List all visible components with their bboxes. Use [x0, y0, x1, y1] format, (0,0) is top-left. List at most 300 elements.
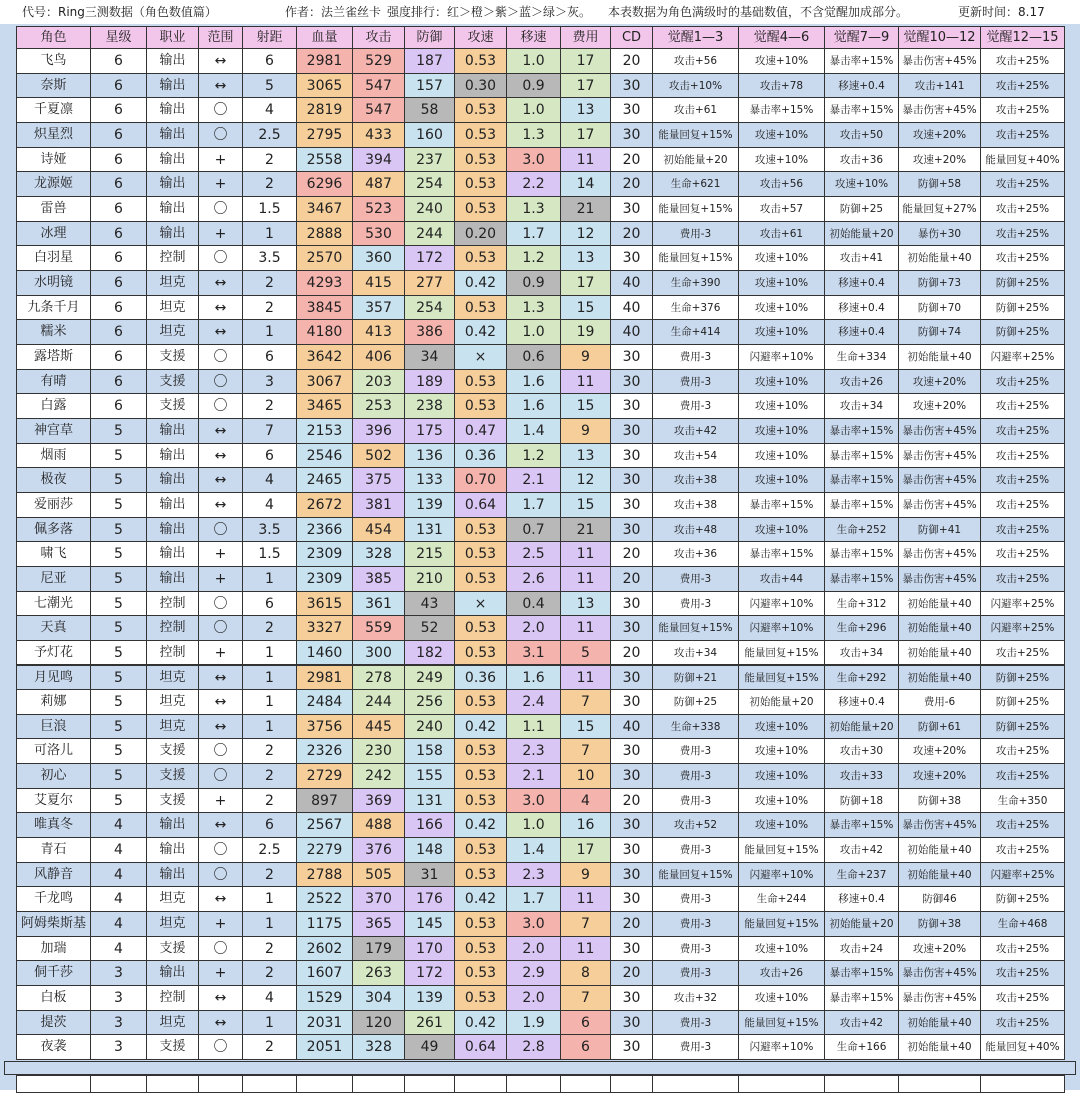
cell-range: ↔ — [198, 689, 243, 715]
cell-star: 6 — [90, 393, 147, 419]
table-footer-band — [4, 1061, 1076, 1075]
cell-name: 阿姆柴斯基 — [16, 911, 91, 937]
cell-awaken-7-9: 移速+0.4 — [824, 73, 899, 99]
cell-hp: 2888 — [296, 221, 353, 247]
cell-cd: 30 — [610, 418, 653, 444]
cell-cost: 7 — [560, 738, 611, 764]
cell-awaken-10-12: 初始能量+40 — [898, 665, 981, 691]
cell-awaken-12-15: 攻击+25% — [980, 443, 1065, 469]
cell-aspd: 0.53 — [454, 738, 507, 764]
cell-awaken-4-6: 攻击+26 — [738, 960, 825, 986]
cell-awaken-12-15: 攻击+25% — [980, 960, 1065, 986]
sheet-header — [0, 0, 1080, 24]
cell-atk: 263 — [352, 960, 405, 986]
cell-mspd: 2.3 — [506, 738, 561, 764]
cell-awaken-1-3: 攻击+38 — [652, 492, 739, 518]
cell-mspd: 1.4 — [506, 837, 561, 863]
cell-hp: 2981 — [296, 48, 353, 74]
cell-role: 输出 — [146, 443, 199, 469]
cell-awaken-10-12: 防御+38 — [898, 911, 981, 937]
cell-aspd: 0.53 — [454, 295, 507, 321]
cell-cd: 30 — [610, 97, 653, 123]
cell-atk: 381 — [352, 492, 405, 518]
cell-awaken-12-15: 攻击+25% — [980, 738, 1065, 764]
cell-cost: 15 — [560, 492, 611, 518]
cell-awaken-7-9: 暴击率+15% — [824, 812, 899, 838]
cell-awaken-10-12: 防御+70 — [898, 295, 981, 321]
cell-reach: 2 — [242, 147, 297, 173]
cell-mspd: 2.0 — [506, 615, 561, 641]
cell-awaken-12-15: 攻击+25% — [980, 418, 1065, 444]
cell-role: 输出 — [146, 541, 199, 567]
cell-awaken-10-12: 攻击+141 — [898, 73, 981, 99]
cell-awaken-12-15: 防御+25% — [980, 295, 1065, 321]
cell-cd: 30 — [610, 985, 653, 1011]
cell-cost: 16 — [560, 812, 611, 838]
cell-aspd: 0.53 — [454, 960, 507, 986]
cell-awaken-1-3: 能量回复+15% — [652, 245, 739, 271]
cell-aspd: 0.53 — [454, 640, 507, 666]
cell-hp: 2981 — [296, 665, 353, 691]
cell-star: 4 — [90, 886, 147, 912]
cell-aspd: 0.70 — [454, 467, 507, 493]
cell-range: + — [198, 960, 243, 986]
cell-awaken-12-15: 闪避率+25% — [980, 615, 1065, 641]
cell-hp: 1529 — [296, 985, 353, 1011]
cell-awaken-4-6: 闪避率+10% — [738, 615, 825, 641]
cell-cd: 30 — [610, 862, 653, 888]
cell-range: + — [198, 566, 243, 592]
cell-cd: 30 — [610, 1010, 653, 1036]
cell-atk: 394 — [352, 147, 405, 173]
author-text: 作者：法兰雀丝卡 — [285, 5, 382, 19]
cell-awaken-12-15: 防御+25% — [980, 319, 1065, 345]
cell-role: 支援 — [146, 1034, 199, 1060]
cell-awaken-7-9: 攻击+26 — [824, 369, 899, 395]
empty-footer-cell — [146, 1075, 199, 1093]
cell-def: 237 — [404, 147, 455, 173]
cell-name: 有晴 — [16, 369, 91, 395]
cell-def: 172 — [404, 245, 455, 271]
cell-awaken-1-3: 费用-3 — [652, 763, 739, 789]
cell-star: 4 — [90, 812, 147, 838]
cell-mspd: 2.5 — [506, 541, 561, 567]
cell-reach: 1 — [242, 911, 297, 937]
cell-cost: 19 — [560, 319, 611, 345]
cell-aspd: 0.53 — [454, 147, 507, 173]
cell-hp: 1607 — [296, 960, 353, 986]
cell-reach: 7 — [242, 418, 297, 444]
cell-awaken-4-6: 攻速+10% — [738, 467, 825, 493]
cell-awaken-1-3: 费用-3 — [652, 837, 739, 863]
cell-aspd: 0.42 — [454, 714, 507, 740]
cell-awaken-4-6: 攻击+56 — [738, 171, 825, 197]
cell-reach: 2 — [242, 393, 297, 419]
cell-awaken-4-6: 生命+244 — [738, 886, 825, 912]
cell-range: 〇 — [198, 245, 243, 271]
cell-atk: 375 — [352, 467, 405, 493]
cell-awaken-12-15: 防御+25% — [980, 714, 1065, 740]
cell-cd: 30 — [610, 738, 653, 764]
cell-hp: 3642 — [296, 344, 353, 370]
cell-role: 输出 — [146, 171, 199, 197]
cell-name: 巨浪 — [16, 714, 91, 740]
cell-mspd: 2.8 — [506, 1034, 561, 1060]
cell-name: 九条千月 — [16, 295, 91, 321]
cell-cd: 30 — [610, 467, 653, 493]
cell-hp: 2031 — [296, 1010, 353, 1036]
cell-aspd: 0.53 — [454, 196, 507, 222]
cell-name: 神宫草 — [16, 418, 91, 444]
empty-footer-cell — [242, 1075, 297, 1093]
cell-name: 青石 — [16, 837, 91, 863]
cell-star: 5 — [90, 689, 147, 715]
cell-awaken-7-9: 生命+237 — [824, 862, 899, 888]
col-header-aspd: 攻速 — [454, 26, 507, 49]
cell-range: ↔ — [198, 443, 243, 469]
cell-awaken-12-15: 攻击+25% — [980, 640, 1065, 666]
cell-hp: 3615 — [296, 591, 353, 617]
col-header-reach: 射距 — [242, 26, 297, 49]
col-header-name: 角色 — [16, 26, 91, 49]
cell-cost: 17 — [560, 48, 611, 74]
cell-cost: 5 — [560, 640, 611, 666]
cell-aspd: × — [454, 344, 507, 370]
cell-def: 131 — [404, 788, 455, 814]
cell-awaken-1-3: 攻击+36 — [652, 541, 739, 567]
cell-name: 艾夏尔 — [16, 788, 91, 814]
cell-name: 侗千莎 — [16, 960, 91, 986]
cell-reach: 1 — [242, 566, 297, 592]
cell-name: 千龙鸣 — [16, 886, 91, 912]
cell-aspd: 0.53 — [454, 48, 507, 74]
cell-range: 〇 — [198, 591, 243, 617]
cell-star: 6 — [90, 221, 147, 247]
cell-role: 输出 — [146, 48, 199, 74]
cell-mspd: 3.0 — [506, 911, 561, 937]
cell-role: 输出 — [146, 73, 199, 99]
cell-atk: 230 — [352, 738, 405, 764]
cell-awaken-1-3: 能量回复+15% — [652, 196, 739, 222]
cell-hp: 3465 — [296, 393, 353, 419]
cell-atk: 445 — [352, 714, 405, 740]
cell-name: 糯米 — [16, 319, 91, 345]
empty-footer-cell — [506, 1075, 561, 1093]
cell-cd: 40 — [610, 714, 653, 740]
cell-awaken-10-12: 攻速+20% — [898, 763, 981, 789]
cell-atk: 529 — [352, 48, 405, 74]
cell-awaken-12-15: 攻击+25% — [980, 1010, 1065, 1036]
cell-cd: 30 — [610, 763, 653, 789]
cell-aspd: 0.47 — [454, 418, 507, 444]
cell-reach: 1.5 — [242, 541, 297, 567]
cell-aspd: 0.53 — [454, 541, 507, 567]
cell-star: 3 — [90, 960, 147, 986]
cell-name: 可洛儿 — [16, 738, 91, 764]
cell-atk: 369 — [352, 788, 405, 814]
cell-role: 坦克 — [146, 714, 199, 740]
cell-awaken-12-15: 防御+25% — [980, 665, 1065, 691]
cell-name: 冰理 — [16, 221, 91, 247]
cell-awaken-10-12: 攻速+20% — [898, 393, 981, 419]
cell-atk: 304 — [352, 985, 405, 1011]
cell-range: 〇 — [198, 1034, 243, 1060]
cell-mspd: 3.0 — [506, 788, 561, 814]
cell-hp: 3065 — [296, 73, 353, 99]
cell-awaken-1-3: 费用-3 — [652, 344, 739, 370]
col-header-awaken-1-3: 觉醒1—3 — [652, 26, 739, 49]
cell-reach: 6 — [242, 812, 297, 838]
cell-star: 4 — [90, 837, 147, 863]
cell-awaken-10-12: 能量回复+27% — [898, 196, 981, 222]
cell-cd: 20 — [610, 960, 653, 986]
cell-awaken-7-9: 攻击+24 — [824, 936, 899, 962]
cell-aspd: 0.20 — [454, 221, 507, 247]
cell-hp: 2546 — [296, 443, 353, 469]
cell-hp: 2522 — [296, 886, 353, 912]
cell-cost: 11 — [560, 369, 611, 395]
cell-awaken-7-9: 暴击率+15% — [824, 418, 899, 444]
cell-awaken-7-9: 移速+0.4 — [824, 689, 899, 715]
cell-aspd: 0.53 — [454, 245, 507, 271]
cell-star: 5 — [90, 541, 147, 567]
col-header-awaken-7-9: 觉醒7—9 — [824, 26, 899, 49]
cell-reach: 5 — [242, 73, 297, 99]
col-header-cd: CD — [610, 26, 653, 49]
col-header-mspd: 移速 — [506, 26, 561, 49]
cell-awaken-1-3: 能量回复+15% — [652, 122, 739, 148]
cell-star: 5 — [90, 418, 147, 444]
cell-reach: 2 — [242, 788, 297, 814]
cell-aspd: 0.53 — [454, 837, 507, 863]
empty-footer-cell — [652, 1075, 739, 1093]
cell-def: 240 — [404, 196, 455, 222]
cell-awaken-7-9: 攻击+30 — [824, 738, 899, 764]
cell-mspd: 0.4 — [506, 591, 561, 617]
cell-atk: 365 — [352, 911, 405, 937]
cell-reach: 3.5 — [242, 245, 297, 271]
cell-hp: 2819 — [296, 97, 353, 123]
cell-range: 〇 — [198, 615, 243, 641]
cell-awaken-12-15: 闪避率+25% — [980, 344, 1065, 370]
cell-mspd: 1.7 — [506, 886, 561, 912]
cell-awaken-10-12: 初始能量+40 — [898, 615, 981, 641]
cell-awaken-7-9: 攻击+33 — [824, 763, 899, 789]
cell-cd: 30 — [610, 517, 653, 543]
cell-cd: 30 — [610, 936, 653, 962]
cell-def: 148 — [404, 837, 455, 863]
cell-range: 〇 — [198, 97, 243, 123]
cell-atk: 120 — [352, 1010, 405, 1036]
cell-reach: 4 — [242, 492, 297, 518]
cell-reach: 1 — [242, 221, 297, 247]
cell-star: 6 — [90, 48, 147, 74]
cell-star: 6 — [90, 196, 147, 222]
cell-awaken-10-12: 初始能量+40 — [898, 1010, 981, 1036]
cell-hp: 2366 — [296, 517, 353, 543]
cell-star: 5 — [90, 443, 147, 469]
cell-cost: 7 — [560, 985, 611, 1011]
cell-range: + — [198, 640, 243, 666]
cell-def: 52 — [404, 615, 455, 641]
cell-awaken-1-3: 能量回复+15% — [652, 862, 739, 888]
cell-atk: 488 — [352, 812, 405, 838]
cell-awaken-12-15: 攻击+25% — [980, 97, 1065, 123]
cell-awaken-10-12: 暴击伤害+45% — [898, 467, 981, 493]
cell-awaken-4-6: 攻速+10% — [738, 270, 825, 296]
cell-star: 5 — [90, 615, 147, 641]
cell-atk: 547 — [352, 73, 405, 99]
cell-awaken-7-9: 攻击+50 — [824, 122, 899, 148]
cell-awaken-10-12: 攻速+20% — [898, 147, 981, 173]
cell-awaken-10-12: 攻速+20% — [898, 738, 981, 764]
cell-awaken-10-12: 暴击伤害+45% — [898, 812, 981, 838]
cell-awaken-4-6: 攻击+57 — [738, 196, 825, 222]
cell-aspd: 0.53 — [454, 517, 507, 543]
cell-awaken-1-3: 生命+376 — [652, 295, 739, 321]
cell-awaken-1-3: 生命+414 — [652, 319, 739, 345]
cell-star: 5 — [90, 665, 147, 691]
cell-awaken-4-6: 初始能量+20 — [738, 689, 825, 715]
cell-role: 输出 — [146, 97, 199, 123]
cell-mspd: 2.3 — [506, 862, 561, 888]
cell-awaken-1-3: 费用-3 — [652, 566, 739, 592]
cell-range: + — [198, 147, 243, 173]
cell-mspd: 1.7 — [506, 492, 561, 518]
cell-awaken-4-6: 能量回复+15% — [738, 1010, 825, 1036]
cell-awaken-10-12: 暴击伤害+45% — [898, 48, 981, 74]
cell-star: 5 — [90, 788, 147, 814]
cell-awaken-4-6: 暴击率+15% — [738, 97, 825, 123]
cell-mspd: 2.0 — [506, 936, 561, 962]
cell-aspd: 0.53 — [454, 393, 507, 419]
cell-awaken-1-3: 防御+21 — [652, 665, 739, 691]
cell-atk: 370 — [352, 886, 405, 912]
cell-reach: 1 — [242, 319, 297, 345]
cell-cost: 17 — [560, 270, 611, 296]
cell-reach: 1 — [242, 689, 297, 715]
cell-awaken-10-12: 防御+41 — [898, 517, 981, 543]
cell-awaken-7-9: 防御+18 — [824, 788, 899, 814]
cell-mspd: 1.2 — [506, 245, 561, 271]
cell-awaken-4-6: 闪避率+10% — [738, 344, 825, 370]
cell-range: ↔ — [198, 270, 243, 296]
cell-awaken-12-15: 攻击+25% — [980, 812, 1065, 838]
cell-range: 〇 — [198, 369, 243, 395]
cell-role: 控制 — [146, 591, 199, 617]
cell-hp: 2309 — [296, 541, 353, 567]
cell-cost: 11 — [560, 541, 611, 567]
cell-range: 〇 — [198, 837, 243, 863]
cell-awaken-12-15: 能量回复+40% — [980, 147, 1065, 173]
cell-awaken-4-6: 攻速+10% — [738, 714, 825, 740]
cell-cost: 21 — [560, 517, 611, 543]
cell-awaken-1-3: 初始能量+20 — [652, 147, 739, 173]
cell-reach: 4 — [242, 467, 297, 493]
cell-def: 58 — [404, 97, 455, 123]
cell-awaken-10-12: 防御+74 — [898, 319, 981, 345]
cell-cost: 9 — [560, 418, 611, 444]
codename-text: 代号：Ring三测数据（角色数值篇） — [22, 5, 217, 19]
cell-range: 〇 — [198, 862, 243, 888]
cell-reach: 4 — [242, 97, 297, 123]
cell-awaken-12-15: 攻击+25% — [980, 763, 1065, 789]
cell-awaken-7-9: 暴击率+15% — [824, 960, 899, 986]
cell-atk: 328 — [352, 541, 405, 567]
cell-awaken-7-9: 防御+25 — [824, 196, 899, 222]
cell-atk: 433 — [352, 122, 405, 148]
cell-cost: 15 — [560, 714, 611, 740]
cell-def: 249 — [404, 665, 455, 691]
cell-awaken-12-15: 闪避率+25% — [980, 862, 1065, 888]
cell-reach: 2 — [242, 615, 297, 641]
cell-atk: 547 — [352, 97, 405, 123]
cell-awaken-4-6: 攻速+10% — [738, 319, 825, 345]
cell-awaken-1-3: 费用-3 — [652, 738, 739, 764]
cell-mspd: 1.0 — [506, 319, 561, 345]
cell-star: 6 — [90, 270, 147, 296]
cell-reach: 2 — [242, 171, 297, 197]
cell-name: 夜袭 — [16, 1034, 91, 1060]
cell-awaken-1-3: 费用-3 — [652, 886, 739, 912]
cell-awaken-4-6: 攻速+10% — [738, 788, 825, 814]
cell-hp: 2795 — [296, 122, 353, 148]
cell-reach: 6 — [242, 344, 297, 370]
cell-role: 输出 — [146, 862, 199, 888]
cell-cd: 20 — [610, 48, 653, 74]
cell-reach: 3 — [242, 369, 297, 395]
cell-hp: 2672 — [296, 492, 353, 518]
cell-name: 初心 — [16, 763, 91, 789]
cell-aspd: 0.53 — [454, 911, 507, 937]
cell-star: 6 — [90, 122, 147, 148]
cell-role: 坦克 — [146, 1010, 199, 1036]
cell-reach: 2 — [242, 270, 297, 296]
cell-awaken-4-6: 攻速+10% — [738, 738, 825, 764]
cell-awaken-10-12: 暴击伤害+45% — [898, 97, 981, 123]
cell-name: 佩多落 — [16, 517, 91, 543]
cell-cost: 17 — [560, 73, 611, 99]
cell-def: 261 — [404, 1010, 455, 1036]
cell-mspd: 1.1 — [506, 714, 561, 740]
cell-range: 〇 — [198, 122, 243, 148]
cell-cd: 30 — [610, 1034, 653, 1060]
cell-cd: 20 — [610, 541, 653, 567]
cell-cd: 30 — [610, 196, 653, 222]
cell-awaken-4-6: 能量回复+15% — [738, 911, 825, 937]
cell-aspd: 0.53 — [454, 689, 507, 715]
cell-awaken-4-6: 能量回复+15% — [738, 665, 825, 691]
cell-awaken-7-9: 暴击率+15% — [824, 541, 899, 567]
cell-cost: 12 — [560, 467, 611, 493]
cell-aspd: 0.42 — [454, 1010, 507, 1036]
cell-range: + — [198, 541, 243, 567]
empty-footer-cell — [404, 1075, 455, 1093]
cell-awaken-12-15: 攻击+25% — [980, 369, 1065, 395]
cell-reach: 2 — [242, 738, 297, 764]
cell-awaken-10-12: 暴击伤害+45% — [898, 960, 981, 986]
cell-star: 5 — [90, 517, 147, 543]
cell-hp: 2570 — [296, 245, 353, 271]
cell-name: 白板 — [16, 985, 91, 1011]
cell-awaken-7-9: 攻击+34 — [824, 393, 899, 419]
cell-role: 输出 — [146, 960, 199, 986]
cell-awaken-7-9: 生命+312 — [824, 591, 899, 617]
cell-reach: 1 — [242, 886, 297, 912]
cell-mspd: 1.0 — [506, 812, 561, 838]
cell-def: 175 — [404, 418, 455, 444]
cell-role: 控制 — [146, 615, 199, 641]
